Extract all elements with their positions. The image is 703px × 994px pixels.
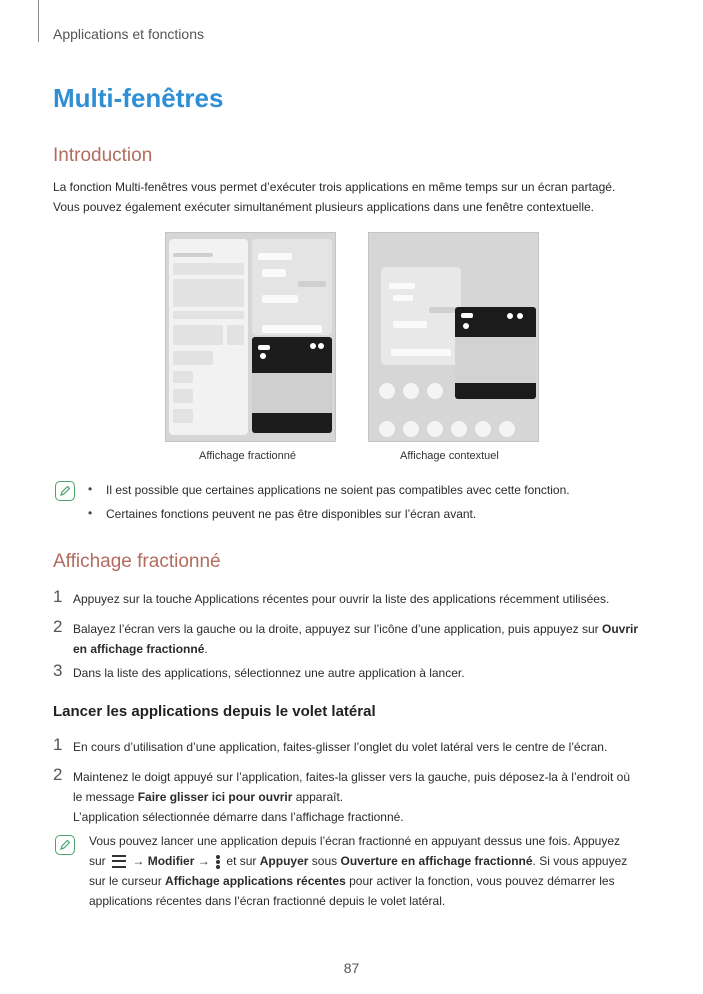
split-view-caption: Affichage fractionné: [199, 450, 297, 462]
step-number: 1: [53, 735, 63, 754]
top-right-app-pane: [252, 239, 332, 335]
header-rule: [38, 0, 39, 42]
intro-heading: Introduction: [53, 145, 153, 166]
left-app-pane: [169, 239, 248, 435]
intro-line-1: La fonction Multi-fenêtres vous permet d’exécuter trois applications en même temps sur un écran partagé.: [53, 180, 616, 194]
split-step-1: Appuyez sur la touche Applications récentes pour ouvrir la liste des applications récemment utilisées.: [73, 592, 610, 606]
panel-heading: Lancer les applications depuis le volet latéral: [53, 703, 376, 720]
bullet: •: [88, 506, 93, 520]
section-header: Applications et fonctions: [53, 26, 204, 42]
split-step-3: Dans la liste des applications, sélectionnez une autre application à lancer.: [73, 666, 465, 680]
more-options-icon: [216, 854, 220, 870]
note-item-1: Il est possible que certaines applications ne soient pas compatibles avec cette fonction.: [106, 483, 570, 497]
intro-paragraph: [53, 177, 615, 217]
step-number: 1: [53, 587, 63, 606]
split-step-2: Balayez l’écran vers la gauche ou la droite, appuyez sur l’icône d’une application, puis appuyez sur Ouvrir en affichage fractionné.: [73, 622, 638, 656]
bullet: •: [88, 482, 93, 496]
note-2-paragraph: Vous pouvez lancer une application depuis l’écran fractionné en appuyant dessus une fois. Appuyez sur → Modifier → et sur Appuyer sous Ouverture en affichage fractionné. Si vous appuyez sur le curseur Affichage applications récentes pour activer la fonction, vous pouvez démarrer les applications récentes dans l’écran fractionné depuis le volet latéral.: [89, 834, 628, 908]
background-app-window: [381, 267, 461, 365]
split-heading: Affichage fractionné: [53, 551, 221, 572]
menu-icon: [112, 855, 126, 868]
step-number: 2: [53, 617, 63, 636]
popup-window: [455, 307, 536, 399]
intro-line-2: Vous pouvez également exécuter simultanément plusieurs applications dans une fenêtre contextuelle.: [53, 200, 595, 214]
panel-step-2: Maintenez le doigt appuyé sur l’application, faites-la glisser vers la gauche, puis déposez-la à l’endroit où le message Faire glisser ici pour ouvrir apparaît. L’application sélectionnée démarre dans l’affichage fractionné.: [73, 770, 630, 824]
note-pencil-icon: [55, 481, 75, 501]
page-number: 87: [343, 960, 360, 976]
note-item-2: Certaines fonctions peuvent ne pas être disponibles sur l’écran avant.: [106, 507, 477, 521]
step-number: 2: [53, 765, 63, 784]
bottom-right-app-pane: [252, 337, 332, 433]
split-view-illustration: [165, 232, 336, 442]
step-number: 3: [53, 661, 63, 680]
page-title: Multi-fenêtres: [53, 83, 224, 113]
popup-view-illustration: [368, 232, 539, 442]
popup-view-caption: Affichage contextuel: [400, 450, 499, 462]
panel-step-1: En cours d’utilisation d’une application, faites-glisser l’onglet du volet latéral vers le centre de l’écran.: [73, 740, 608, 754]
note-pencil-icon: [55, 835, 75, 855]
